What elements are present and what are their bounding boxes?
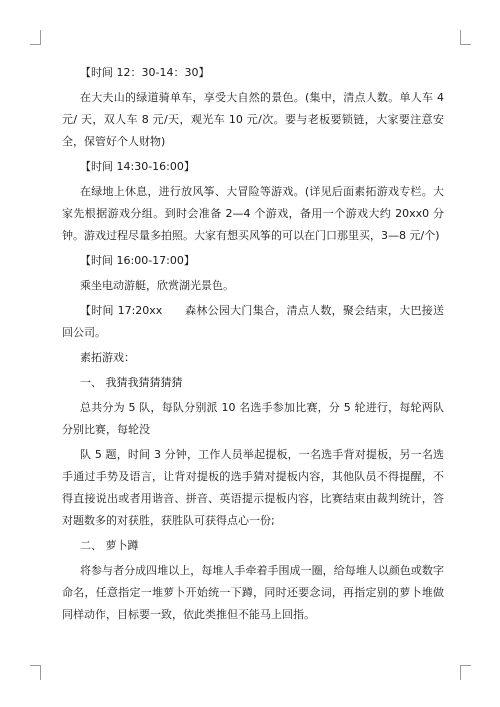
- time-heading-1: 【时间 12：30-14：30】: [80, 66, 210, 79]
- paragraph-games: 在绿地上休息，进行放风筝、大冒险等游戏。(详见后面素拓游戏专栏。大家先根据游戏分组。到时会准备 2—4 个游戏，备用一个游戏大约 20xx0 分钟。游戏过程尽量多拍照。大家有想买风筝的可以在门口那里买，3—8 元/个): [62, 185, 444, 242]
- paragraph-boat: 乘坐电动游艇，欣赏湖光景色。: [80, 279, 234, 292]
- time-heading-4: 【时间 17:20xx 森林公园大门集合，清点人数，聚会结束，大巴接送回公司。: [62, 304, 444, 339]
- crop-mark-top-right: [460, 30, 471, 45]
- crop-mark-top-left: [30, 30, 41, 45]
- time-heading-3: 【时间 16:00-17:00】: [80, 254, 195, 267]
- game-title-2: 二、 萝卜蹲: [80, 539, 139, 552]
- crop-mark-bottom-left: [30, 665, 41, 680]
- paragraph-bike: 在大夫山的绿道骑单车，享受大自然的景色。(集中，清点人数。单人车 4 元/ 天，双人车 8 元/天，观光车 10 元/次。要与老板要锁链，大家要注意安全，保管好个人财物): [62, 91, 444, 148]
- time-heading-2: 【时间 14:30-16:00】: [80, 160, 195, 173]
- paragraph-game2-rules: 将参与者分成四堆以上，每堆人手牵着手围成一圈，给每堆人以颜色或数字命名，任意指定一堆萝卜开始统一下蹲，同时还要念词，再指定别的萝卜堆做同样动作，目标要一致，依此类推但不能马上回指。: [62, 564, 444, 621]
- game-title-1: 一、 我猜我猜猜猜猜: [80, 376, 183, 389]
- crop-mark-bottom-right: [460, 665, 471, 680]
- document-body: [62, 62, 444, 626]
- paragraph-game1-details: 队 5 题，时间 3 分钟，工作人员举起提板，一名选手背对提板，另一名选手通过手势及语言，让背对提板的选手猜对提板内容，其他队员不得提醒，不得直接说出或者用谐音、拼音、英语提示提板内容，比赛结束由裁判统计，答对题数多的对获胜，获胜队可获得点心一份;: [62, 448, 444, 527]
- paragraph-game1-rules: 总共分为 5 队，每队分别派 10 名选手参加比赛，分 5 轮进行，每轮两队分别比赛，每轮没: [62, 401, 444, 436]
- section-title-games: 素拓游戏：: [80, 351, 135, 364]
